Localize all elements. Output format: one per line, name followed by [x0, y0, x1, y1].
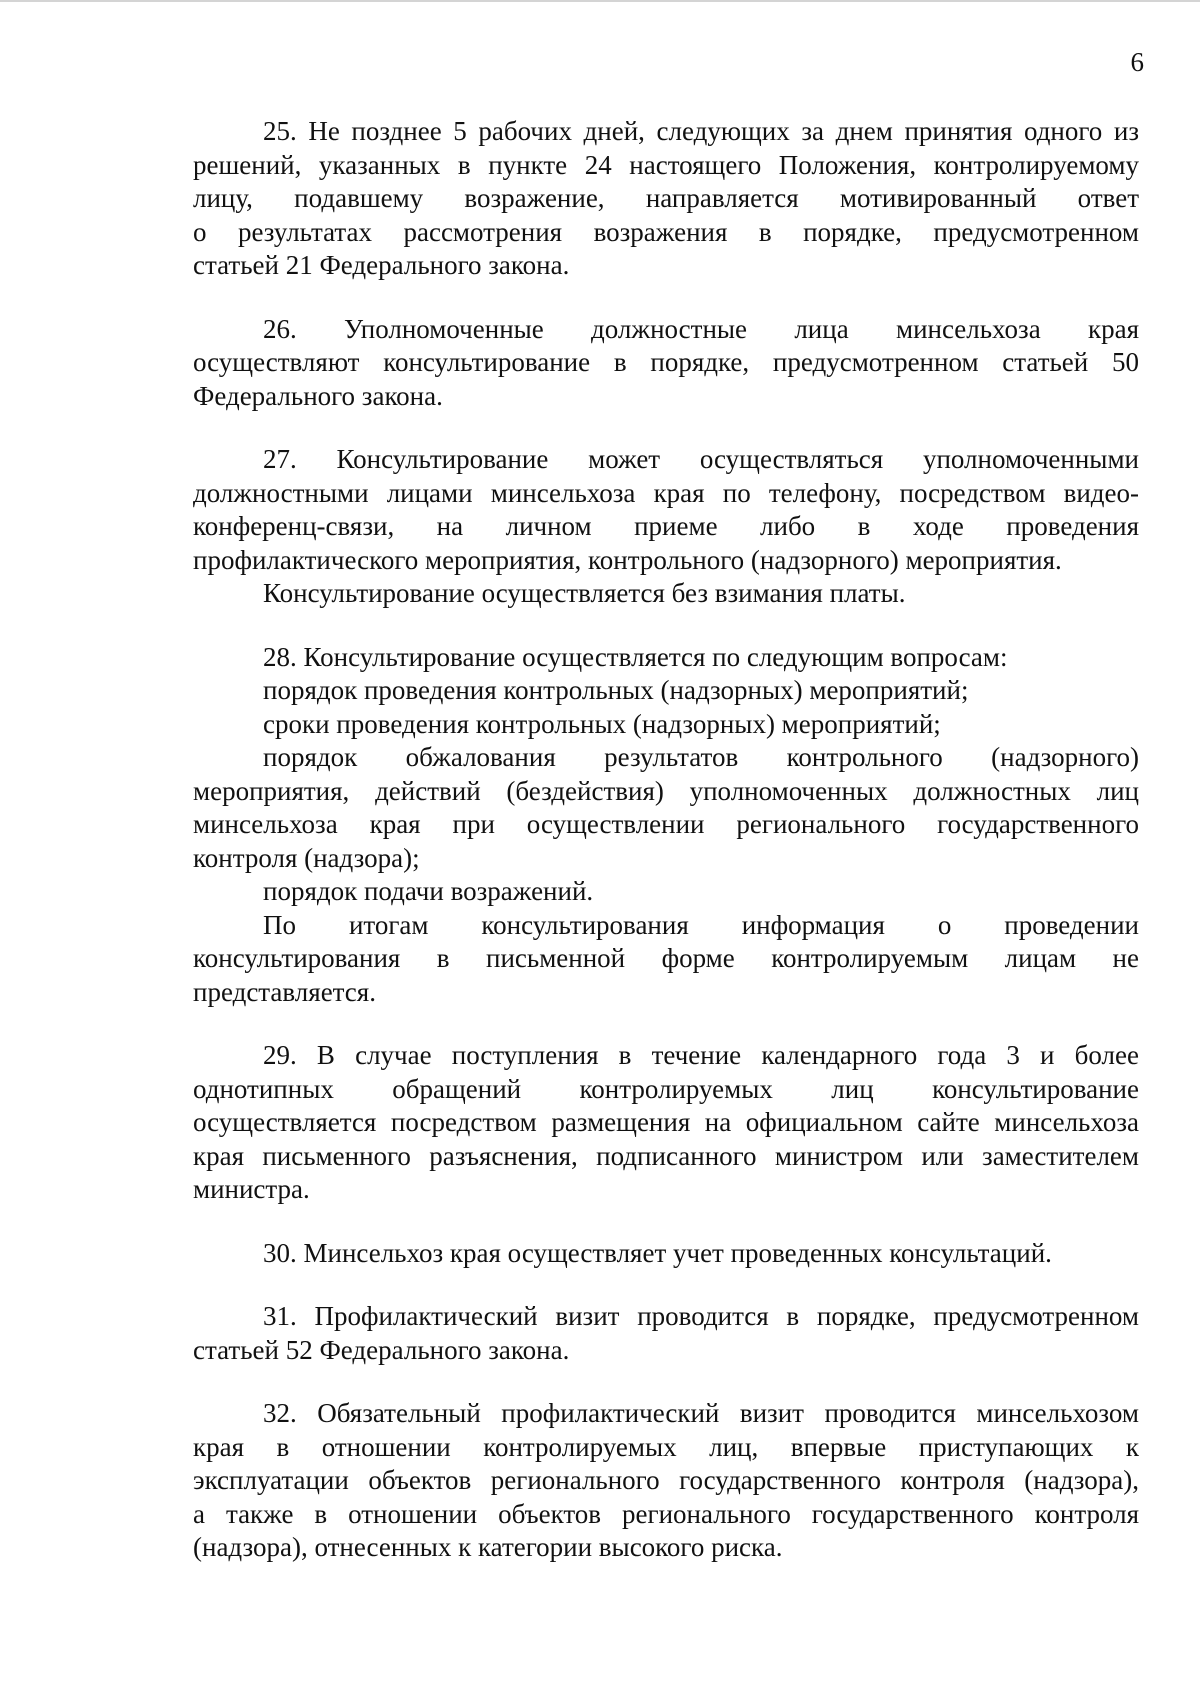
- text-line: лицу, подавшему возражение, направляется мотивированный ответ: [193, 183, 1139, 213]
- text-line: мероприятия, действий (бездействия) уполномоченных должностных лиц: [193, 775, 1139, 806]
- text-line: По итогам консультирования информация о проведении: [263, 909, 1139, 940]
- text-line: порядок подачи возражений.: [263, 876, 594, 906]
- text-line: 30. Минсельхоз края осуществляет учет проведенных консультаций.: [263, 1237, 1052, 1268]
- text-line: профилактического мероприятия, контрольного (надзорного) мероприятия.: [193, 544, 1062, 575]
- text-line: статьей 52 Федерального закона.: [193, 1334, 570, 1365]
- text-line: Федерального закона.: [193, 380, 443, 411]
- paragraph-gap: [193, 1207, 1139, 1237]
- paragraph-27: [193, 443, 1139, 611]
- text-line: порядок обжалования результатов контрольного (надзорного): [263, 742, 1139, 772]
- text-line: осуществляется посредством размещения на официальном сайте минсельхоза: [193, 1107, 1139, 1137]
- text-line: 28. Консультирование осуществляется по следующим вопросам:: [263, 641, 1008, 672]
- text-line: 27. Консультирование может осуществляться уполномоченными: [263, 444, 1139, 474]
- text-line: порядок проведения контрольных (надзорных) мероприятий;: [263, 675, 969, 705]
- text-line: минсельхоза края при осуществлении регионального государственного: [193, 809, 1139, 839]
- text-line: 31. Профилактический визит проводится в порядке, предусмотренном: [263, 1301, 1139, 1331]
- paragraph-32: [193, 1397, 1139, 1565]
- text-line: эксплуатации объектов регионального государственного контроля (надзора),: [193, 1465, 1139, 1495]
- paragraph-gap: [193, 1270, 1139, 1300]
- document-body: [193, 115, 1139, 1565]
- page-number: 6: [1130, 47, 1144, 77]
- text-line: сроки проведения контрольных (надзорных) мероприятий;: [263, 708, 941, 739]
- text-line: решений, указанных в пункте 24 настоящего Положения, контролируемому: [193, 149, 1139, 180]
- paragraph-gap: [193, 283, 1139, 313]
- text-line: 29. В случае поступления в течение календарного года 3 и более: [263, 1040, 1139, 1070]
- paragraph-31: [193, 1300, 1139, 1367]
- text-line: 26. Уполномоченные должностные лица минсельхоза края: [263, 313, 1139, 344]
- text-line: Консультирование осуществляется без взимания платы.: [263, 578, 906, 608]
- text-line: должностными лицами минсельхоза края по телефону, посредством видео-: [193, 477, 1139, 508]
- text-line: статьей 21 Федерального закона.: [193, 250, 570, 280]
- text-line: контроля (надзора);: [193, 842, 420, 873]
- text-line: края в отношении контролируемых лиц, впервые приступающих к: [193, 1431, 1139, 1462]
- text-line: (надзора), отнесенных к категории высокого риска.: [193, 1532, 783, 1562]
- text-line: 25. Не позднее 5 рабочих дней, следующих за днем принятия одного из: [263, 116, 1139, 146]
- text-line: конференц-связи, на личном приеме либо в ходе проведения: [193, 511, 1139, 541]
- text-line: представляется.: [193, 976, 376, 1007]
- text-line: министра.: [193, 1174, 310, 1204]
- paragraph-gap: [193, 413, 1139, 443]
- paragraph-gap: [193, 611, 1139, 641]
- text-line: консультирования в письменной форме контролируемым лицам не: [193, 943, 1139, 973]
- text-line: о результатах рассмотрения возражения в порядке, предусмотренном: [193, 216, 1139, 247]
- paragraph-26: [193, 313, 1139, 414]
- paragraph-gap: [193, 1367, 1139, 1397]
- text-line: 32. Обязательный профилактический визит проводится минсельхозом: [263, 1398, 1139, 1428]
- paragraph-gap: [193, 1009, 1139, 1039]
- paragraph-28: [193, 641, 1139, 1010]
- paragraph-29: [193, 1039, 1139, 1207]
- text-line: а также в отношении объектов регионального государственного контроля: [193, 1498, 1139, 1529]
- top-edge-rule: [0, 0, 1200, 2]
- paragraph-30: [193, 1237, 1139, 1271]
- text-line: осуществляют консультирование в порядке, предусмотренном статьей 50: [193, 347, 1139, 377]
- paragraph-25: [193, 115, 1139, 283]
- text-line: однотипных обращений контролируемых лиц консультирование: [193, 1073, 1139, 1104]
- text-line: края письменного разъяснения, подписанного министром или заместителем: [193, 1140, 1139, 1171]
